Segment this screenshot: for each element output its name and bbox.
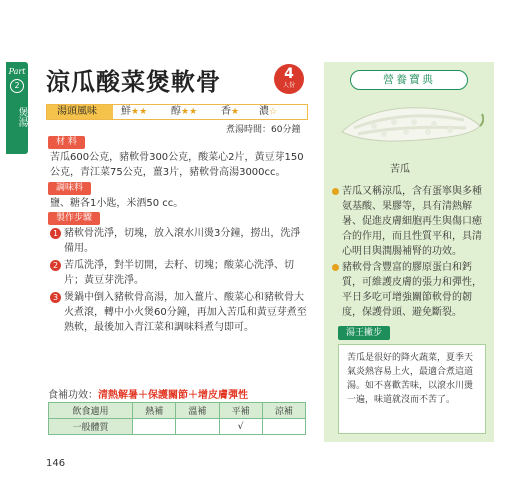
flavor-name: 醇 — [171, 106, 181, 117]
flavor-name: 香 — [221, 106, 231, 117]
seasoning-text: 鹽、糖各1小匙，米酒50 cc。 — [50, 198, 184, 209]
tips-box — [338, 344, 486, 434]
nutrition-title: 營養寶典 — [350, 70, 468, 90]
table-row-label: 一般體質 — [49, 419, 133, 435]
steps-list — [50, 226, 310, 337]
steps-heading: 製作步驟 — [48, 212, 100, 225]
nutrition-point: 豬軟骨含豐富的膠原蛋白和鈣質，可維護皮膚的張力和彈性，平日多吃可增強關節軟骨的韌度，保護骨頭、避免斷裂。 — [342, 262, 482, 318]
flavor-bar — [46, 104, 308, 120]
tips-text: 苦瓜是很好的降火蔬菜，夏季天氣炎熱容易上火，最適合煮這道湯。如不喜歡苦味，以滾水川燙一遍，味道就沒而不苦了。 — [347, 353, 474, 405]
part-category: 煲湯 — [16, 107, 27, 127]
effect-label: 食補功效： — [48, 390, 98, 401]
part-number: 2 — [10, 79, 24, 93]
flavor-label: 湯頭風味 — [47, 105, 113, 119]
table-header: 涼補 — [262, 403, 305, 419]
flavor-item — [221, 105, 239, 119]
list-item — [332, 260, 488, 320]
table-cell — [262, 419, 305, 435]
bitter-melon-image — [334, 92, 484, 154]
flavor-name: 鮮 — [121, 106, 131, 117]
servings-number: 4 — [284, 66, 294, 82]
star-rating-icon: ☆ — [269, 107, 278, 117]
list-item — [332, 184, 488, 259]
cook-time: 煮湯時間：60分鐘 — [226, 125, 301, 135]
step-number-badge: 3 — [50, 292, 61, 303]
flavor-item — [121, 105, 147, 119]
part-tab — [6, 62, 28, 154]
effect-table — [48, 402, 306, 435]
nutrition-point: 苦瓜又稱涼瓜，含有蛋寧與多種氨基酸、果膠等，具有清熱解暑、促進皮膚細胞再生與傷口癒合的作用，而且性質平和，具清心明目與潤腸補腎的功效。 — [342, 186, 482, 257]
step-number-badge: 1 — [50, 228, 61, 239]
step-text: 煲鍋中倒入豬軟骨高湯，加入薑片、酸菜心和豬軟骨大火煮滾，轉中小火煲60分鐘，再加入苦瓜和黃豆芽煮至熟軟，最後加入青江菜和調味料煮勻即可。 — [64, 292, 307, 333]
step-number-badge: 2 — [50, 260, 61, 271]
image-caption: 苦瓜 — [390, 164, 410, 175]
page-number: 146 — [46, 458, 66, 469]
tips-heading: 湯王撇步 — [338, 326, 390, 340]
nutrition-header — [324, 62, 494, 176]
star-rating-icon: ★★ — [131, 107, 148, 117]
effect-value: 清熱解暑＋保護關節＋增皮膚彈性 — [98, 390, 248, 401]
flavor-name: 濃 — [259, 106, 269, 117]
flavor-item — [171, 105, 197, 119]
step-text: 豬軟骨洗淨，切塊，放入滾水川燙3分鐘，撈出，洗淨備用。 — [64, 228, 301, 254]
recipe-title: 涼瓜酸菜煲軟骨 — [46, 68, 221, 96]
star-rating-icon: ★★ — [181, 107, 198, 117]
table-cell — [176, 419, 219, 435]
ingredients-heading: 材 料 — [48, 136, 85, 149]
table-header-row — [49, 403, 306, 419]
table-header: 平補 — [219, 403, 262, 419]
table-cell: √ — [219, 419, 262, 435]
nutrition-list — [332, 184, 488, 321]
servings-badge — [274, 64, 304, 94]
star-rating-icon: ★ — [231, 107, 240, 117]
table-cell — [133, 419, 176, 435]
step-item — [50, 290, 310, 335]
table-header: 飲食適用 — [49, 403, 133, 419]
seasoning-heading: 調味料 — [48, 182, 91, 195]
step-text: 苦瓜洗淨，對半切開，去籽、切塊；酸菜心洗淨、切片；黃豆芽洗淨。 — [64, 260, 294, 286]
ingredients-text: 苦瓜600公克，豬軟骨300公克，酸菜心2片，黃豆芽150公克，青江菜75公克，薑3片，豬軟骨高湯3000cc。 — [50, 152, 304, 178]
step-item — [50, 226, 310, 256]
step-item — [50, 258, 310, 288]
flavor-item — [259, 105, 277, 119]
part-label: Part — [8, 67, 26, 76]
table-header: 溫補 — [176, 403, 219, 419]
nutrition-panel — [324, 62, 494, 442]
bullet-icon — [332, 264, 339, 271]
effect-line — [48, 386, 248, 401]
table-row — [49, 419, 306, 435]
servings-unit: 人份 — [282, 82, 295, 89]
bullet-icon — [332, 188, 339, 195]
table-header: 熱補 — [133, 403, 176, 419]
